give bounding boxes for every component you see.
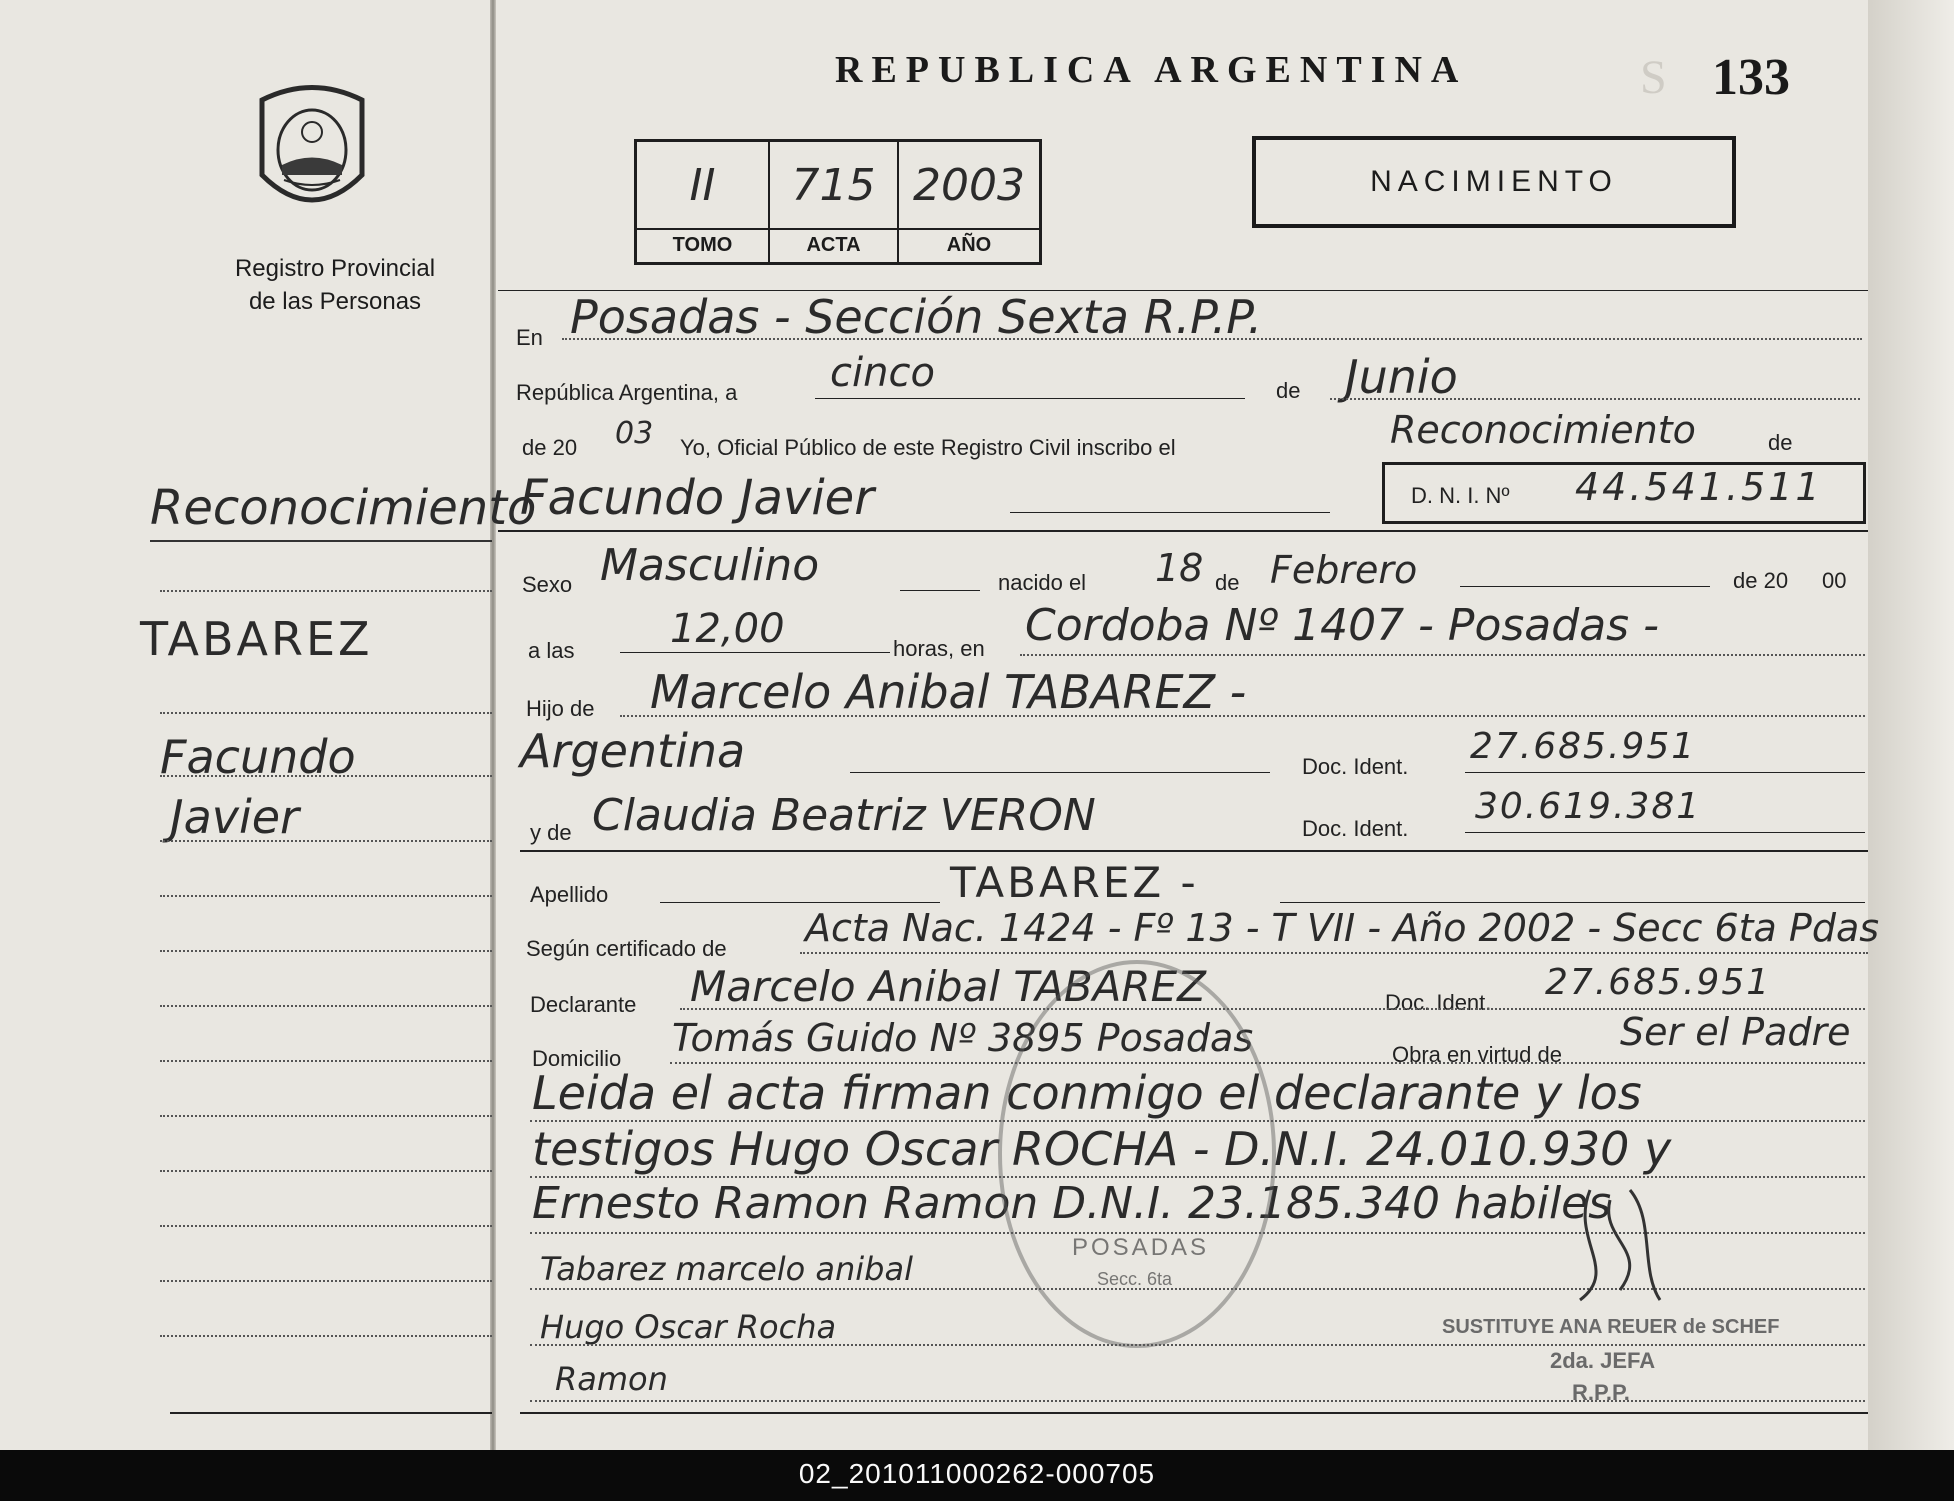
signature-stamp-line2: 2da. JEFA: [1550, 1348, 1656, 1373]
apellido-value: TABAREZ -: [950, 858, 1199, 907]
declarante-doc-label: Doc. Ident.: [1385, 990, 1492, 1015]
page-edge: [1868, 0, 1954, 1450]
signature-rule: [530, 1344, 1865, 1346]
left-dotted-line: [160, 950, 492, 952]
de-label-2: de: [1768, 430, 1793, 455]
bottom-rule: [520, 1412, 1868, 1414]
left-note-rule: [150, 540, 492, 542]
tomo-cell: [637, 142, 770, 262]
oficial-label: Yo, Oficial Público de este Registro Civil inscribo el: [680, 435, 1176, 460]
serial-number: 133: [1712, 49, 1790, 106]
office-name-line2: de las Personas: [248, 288, 422, 315]
domicilio-label: Domicilio: [532, 1046, 622, 1071]
footer-filename: 02_201011000262-000705: [798, 1458, 1156, 1489]
mother-label: y de: [530, 820, 572, 845]
ano-value: 2003: [913, 160, 1025, 211]
de-label: de: [1276, 378, 1301, 403]
page-fold: [490, 0, 496, 1450]
dni-value: 44.541.511: [1575, 465, 1823, 509]
birth-place: Cordoba Nº 1407 - Posadas -: [1025, 600, 1659, 651]
left-dotted-line: [160, 1115, 492, 1117]
month-line: [1330, 398, 1860, 400]
de-label-3: de: [1215, 570, 1240, 595]
apellido-line: [660, 902, 940, 903]
note-line-3: Ernesto Ramon Ramon D.N.I. 23.185.340 habiles: [532, 1178, 1612, 1229]
tomo-value: II: [689, 160, 716, 211]
mother-name: Claudia Beatriz VERON: [592, 790, 1096, 841]
record-reference-box: [634, 139, 1042, 265]
apellido-line-2: [1280, 902, 1865, 903]
left-dotted-line: [160, 1060, 492, 1062]
left-dotted-line: [160, 775, 492, 777]
acta-label: ACTA: [806, 234, 861, 256]
sexo-value: Masculino: [600, 540, 820, 591]
republica-label: República Argentina, a: [516, 380, 738, 405]
mother-doc: 30.619.381: [1475, 786, 1702, 827]
father-doc: 27.685.951: [1470, 726, 1697, 767]
certificate-line: [800, 952, 1868, 954]
record-type-box: NACIMIENTO: [1252, 136, 1736, 228]
birth-year: 00: [1822, 568, 1847, 593]
birth-month: Febrero: [1270, 548, 1418, 592]
dni-box: [1382, 462, 1866, 524]
official-signature-icon: [1560, 1180, 1680, 1310]
left-dotted-line: [160, 712, 492, 714]
declarante-doc: 27.685.951: [1545, 962, 1772, 1003]
stamp-city: POSADAS: [1072, 1234, 1210, 1261]
note-line-1: Leida el acta firman conmigo el declarante y los: [532, 1066, 1642, 1120]
domicilio-line: [670, 1062, 1865, 1064]
nacido-label: nacido el: [998, 570, 1087, 595]
father-doc-line: [1465, 772, 1865, 773]
place-line: [1020, 654, 1865, 656]
left-note-middlename: Javier: [170, 790, 299, 844]
father-nationality: Argentina: [520, 724, 746, 778]
left-dotted-line: [160, 1225, 492, 1227]
domicilio-value: Tomás Guido Nº 3895 Posadas: [672, 1016, 1254, 1060]
sexo-line: [900, 590, 980, 591]
left-note-surname: TABAREZ: [140, 612, 373, 666]
father-name: Marcelo Anibal TABAREZ -: [650, 665, 1247, 719]
obra-label: Obra en virtud de: [1392, 1042, 1562, 1067]
note-line-2: testigos Hugo Oscar ROCHA - D.N.I. 24.010.930 y: [532, 1122, 1672, 1176]
sexo-label: Sexo: [522, 572, 573, 597]
signature-declarant: Tabarez marcelo anibal: [540, 1250, 913, 1288]
child-name: Facundo Javier: [520, 470, 874, 526]
birth-year-prefix: de 20: [1733, 568, 1789, 593]
father-line: [620, 715, 1865, 717]
left-bottom-rule: [170, 1412, 492, 1414]
signature-rule: [530, 1400, 1865, 1402]
month-line-2: [1460, 586, 1710, 587]
certificate-value: Acta Nac. 1424 - Fº 13 - T VII - Año 2002 - Secc 6ta Pdas: [805, 906, 1880, 950]
signature-witness-2: Ramon: [555, 1360, 668, 1398]
serial-prefix: S: [1640, 51, 1667, 104]
en-label: En: [516, 325, 543, 350]
declarante-label: Declarante: [530, 992, 637, 1017]
mother-doc-label: Doc. Ident.: [1302, 816, 1409, 841]
office-name-line1: Registro Provincial: [234, 255, 436, 282]
obra-value: Ser el Padre: [1620, 1010, 1851, 1054]
signature-stamp-line3: R.P.P.: [1572, 1380, 1630, 1405]
left-dotted-line: [160, 1280, 492, 1282]
document-title: REPUBLICA ARGENTINA: [835, 49, 1468, 91]
hour-value: 12,00: [670, 606, 785, 652]
left-note-act: Reconocimiento: [150, 480, 537, 536]
mother-doc-line: [1465, 832, 1865, 833]
segun-label: Según certificado de: [526, 936, 727, 961]
birth-day: 18: [1155, 546, 1204, 590]
horas-label: horas, en: [893, 636, 985, 661]
name-line: [1010, 512, 1330, 513]
left-dotted-line: [160, 590, 492, 592]
en-line: [562, 338, 1862, 340]
box-divider: [637, 228, 1039, 230]
left-dotted-line: [160, 1170, 492, 1172]
left-dotted-line: [160, 1005, 492, 1007]
left-dotted-line: [160, 1335, 492, 1337]
acta-value: 715: [791, 160, 876, 211]
section-rule: [498, 530, 1868, 532]
act-value: Reconocimiento: [1390, 408, 1696, 452]
left-note-firstname: Facundo: [160, 730, 356, 784]
dni-label: D. N. I. Nº: [1411, 483, 1510, 508]
hijo-label: Hijo de: [526, 696, 595, 721]
apellido-label: Apellido: [530, 882, 609, 907]
ano-label: AÑO: [946, 234, 992, 256]
day-line: [815, 398, 1245, 399]
tomo-label: TOMO: [672, 234, 733, 256]
left-dotted-line: [160, 895, 492, 897]
acta-cell: [770, 142, 899, 262]
nat-line: [850, 772, 1270, 773]
declarante-value: Marcelo Anibal TABAREZ: [690, 962, 1206, 1011]
stamp-sub: Secc. 6ta: [1097, 1269, 1173, 1289]
day-value: cinco: [830, 350, 935, 396]
month-value: Junio: [1345, 350, 1458, 404]
signature-witness-1: Hugo Oscar Rocha: [540, 1308, 837, 1346]
official-stamp: [998, 960, 1276, 1348]
provincial-seal-icon: [252, 80, 372, 220]
left-dotted-line: [160, 840, 492, 842]
hour-line: [620, 652, 890, 653]
section-rule: [520, 850, 1868, 852]
year-value: 03: [615, 416, 654, 451]
father-doc-label: Doc. Ident.: [1302, 754, 1409, 779]
en-value: Posadas - Sección Sexta R.P.P.: [570, 290, 1263, 344]
year-prefix-label: de 20: [522, 435, 578, 460]
alas-label: a las: [528, 638, 575, 663]
ano-cell: [899, 142, 1039, 262]
signature-stamp-line1: SUSTITUYE ANA REUER de SCHEF: [1442, 1316, 1780, 1338]
